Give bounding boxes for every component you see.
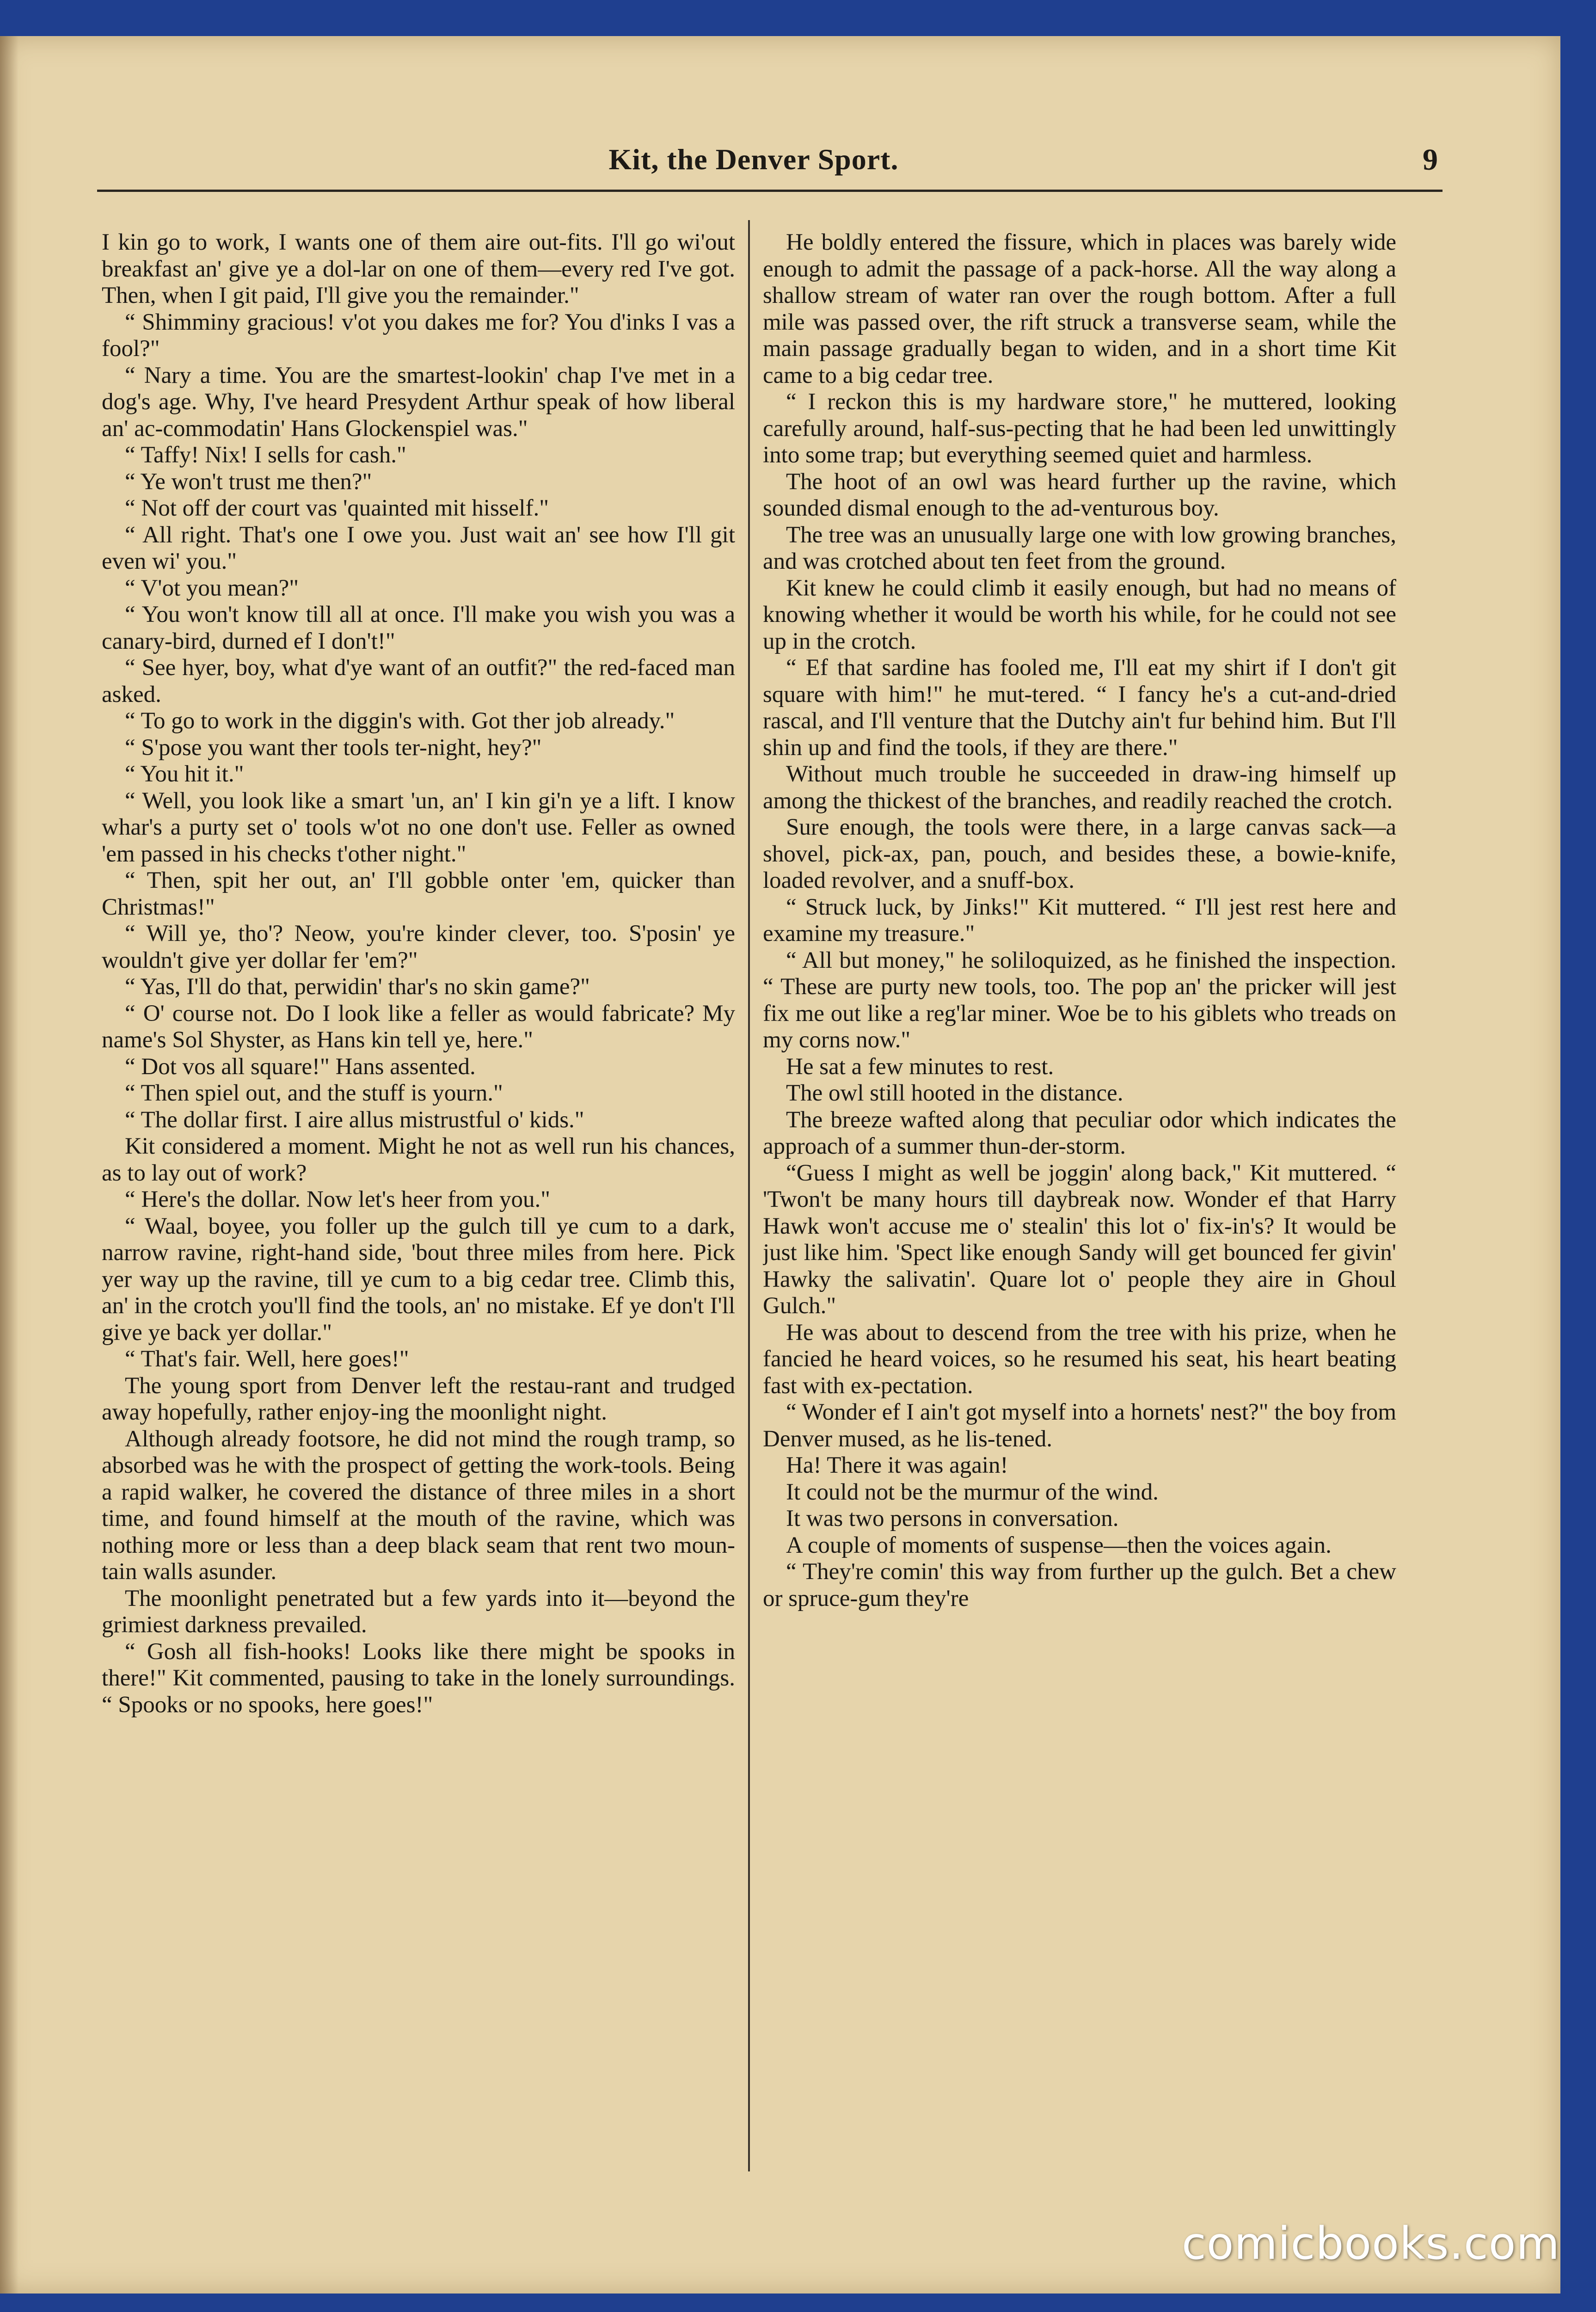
right-column [763, 229, 1396, 2208]
paragraph: Sure enough, the tools were there, in a large canvas sack—a shovel, pick-ax, pan, pouch, and besides these, a bowie-knife, loaded revolver, and a snuff-box. [763, 814, 1396, 893]
paragraph: “ S'pose you want ther tools ter-night, hey?" [125, 734, 542, 761]
paragraph: “ Struck luck, by Jinks!" Kit muttered. “ I'll jest rest here and examine my treasure." [763, 894, 1396, 947]
paragraph: “ I reckon this is my hardware store," he muttered, looking carefully around, half-sus-pecting that he had been led unwittingly into some trap; but everything seemed quiet and harmless. [763, 389, 1396, 468]
left-column [102, 229, 735, 2208]
running-header [97, 105, 1438, 177]
paragraph: “ See hyer, boy, what d'ye want of an outfit?" the red-faced man asked. [102, 655, 735, 707]
paragraph: I kin go to work, I wants one of them aire out-fits. I'll go wi'out breakfast an' give ye a dol-lar on one of them—every red I've got. Then, when I git paid, I'll give you the remainder." [102, 229, 735, 308]
paragraph: “ Gosh all fish-hooks! Looks like there might be spooks in there!" Kit commented, pausing to take in the lonely surroundings. “ Spooks or no spooks, here goes!" [102, 1638, 735, 1718]
paragraph: Kit considered a moment. Might he not as well run his chances, as to lay out of work? [102, 1133, 735, 1186]
paragraph: “ Then, spit her out, an' I'll gobble onter 'em, quicker than Christmas!" [102, 867, 735, 920]
paragraph: “ Here's the dollar. Now let's heer from you." [125, 1187, 551, 1212]
paragraph: “ The dollar first. I aire allus mistrustful o' kids." [125, 1107, 584, 1133]
paragraph: He sat a few minutes to rest. [786, 1053, 1054, 1080]
paragraph: Kit knew he could climb it easily enough, but had no means of knowing whether it would be worth his while, for he could not see up in the crotch. [763, 575, 1396, 654]
paragraph: “ Waal, boyee, you foller up the gulch till ye cum to a dark, narrow ravine, right-hand side, 'bout three miles from here. Pick yer way up the ravine, till ye cum to a big cedar tree. Climb this, an' in the crotch you'll find the tools, an' no mistake. Ef ye don't I'll give ye back yer dollar." [102, 1213, 735, 1346]
paragraph: “ Taffy! Nix! I sells for cash." [125, 442, 406, 468]
paragraph: The young sport from Denver left the restau-rant and trudged away hopefully, rather enjoy-ing the moonlight night. [102, 1372, 735, 1425]
paragraph: A couple of moments of suspense—then the voices again. [786, 1532, 1332, 1558]
paragraph: “ You hit it." [125, 761, 244, 787]
paragraph: “ Shimminy gracious! v'ot you dakes me for? You d'inks I vas a fool?" [102, 309, 735, 362]
paragraph: Although already footsore, he did not mind the rough tramp, so absorbed was he with the prospect of getting the work-tools. Being a rapid walker, he covered the distance of three miles in a short time, and found himself at the mouth of the ravine, which was nothing more or less than a deep black seam that rent two moun-tain walls asunder. [102, 1426, 735, 1585]
site-watermark: comicbooks.com [1181, 2218, 1560, 2269]
paragraph: “ All right. That's one I owe you. Just wait an' see how I'll git even wi' you." [102, 522, 735, 574]
paragraph: “ Wonder ef I ain't got myself into a hornets' nest?" the boy from Denver mused, as he lis-tened. [763, 1399, 1396, 1452]
paragraph: Without much trouble he succeeded in draw-ing himself up among the thickest of the branches, and readily reached the crotch. [763, 761, 1396, 814]
column-divider [748, 220, 750, 2171]
paragraph: It was two persons in conversation. [786, 1506, 1119, 1531]
paragraph: “ To go to work in the diggin's with. Got ther job already." [125, 708, 675, 734]
paragraph: He was about to descend from the tree with his prize, when he fancied he heard voices, so he resumed his seat, his heart beating fast with ex-pectation. [763, 1319, 1396, 1399]
paragraph: “ V'ot you mean?" [125, 575, 299, 601]
paragraph: “ Will ye, tho'? Neow, you're kinder clever, too. S'posin' ye wouldn't give yer dollar fer 'em?" [102, 921, 735, 973]
paragraph: The moonlight penetrated but a few yards into it—beyond the grimiest darkness prevailed. [102, 1585, 735, 1638]
paragraph: “ O' course not. Do I look like a feller as would fabricate? My name's Sol Shyster, as Hans kin tell ye, here." [102, 1000, 735, 1053]
paragraph: “ That's fair. Well, here goes!" [125, 1346, 409, 1372]
paragraph: The owl still hooted in the distance. [786, 1080, 1123, 1106]
paragraph: “Guess I might as well be joggin' along back," Kit muttered. “ 'Twon't be many hours till daybreak now. Wonder ef that Harry Hawk won't accuse me o' stealin' this lot o' fix-in's? It would be just like him. 'Spect like enough Sandy will get bounced fer givin' Hawky the salivatin'. Quare lot o' people they aire in Ghoul Gulch." [763, 1160, 1396, 1319]
paragraph: “ Not off der court vas 'quainted mit hisself." [125, 495, 549, 521]
paragraph: “ Well, you look like a smart 'un, an' I kin gi'n ye a lift. I know whar's a purty set o' tools w'ot no one don't use. Feller as owned 'em passed in his checks t'other night." [102, 787, 735, 867]
magazine-page [0, 36, 1560, 2294]
paragraph: “ Yas, I'll do that, perwidin' thar's no skin game?" [125, 974, 590, 1000]
paragraph: “ You won't know till all at once. I'll make you wish you was a canary-bird, durned ef I don't!" [102, 602, 735, 654]
paragraph: “ They're comin' this way from further up the gulch. Bet a chew or spruce-gum they're [763, 1559, 1396, 1611]
page-title: Kit, the Denver Sport. [608, 143, 899, 176]
paragraph: It could not be the murmur of the wind. [786, 1479, 1159, 1505]
paragraph: “ Nary a time. You are the smartest-lookin' chap I've met in a dog's age. Why, I've heard Presydent Arthur speak of how liberal an' ac-commodatin' Hans Glockenspiel was." [102, 362, 735, 442]
paragraph: “ Then spiel out, and the stuff is yourn." [125, 1080, 503, 1106]
paragraph: “ Ef that sardine has fooled me, I'll eat my shirt if I don't git square with him!" he mut-tered. “ I fancy he's a cut-and-dried rascal, and I'll venture that the Dutchy ain't fur behind him. But I'll shin up and find the tools, if they are there." [763, 655, 1396, 761]
paragraph: “ Dot vos all square!" Hans assented. [125, 1053, 476, 1080]
paragraph: “ Ye won't trust me then?" [125, 468, 372, 495]
paragraph: The hoot of an owl was heard further up the ravine, which sounded dismal enough to the ad-venturous boy. [763, 468, 1396, 521]
paragraph: “ All but money," he soliloquized, as he finished the inspection. “ These are purty new tools, too. The pop an' the pricker will jest fix me out like a reg'lar miner. Woe be to his giblets who treads on my corns now." [763, 947, 1396, 1053]
paragraph: The tree was an unusually large one with low growing branches, and was crotched about ten feet from the ground. [763, 522, 1396, 574]
paragraph: Ha! There it was again! [786, 1452, 1008, 1478]
binding-shadow [0, 36, 18, 2294]
paragraph: The breeze wafted along that peculiar odor which indicates the approach of a summer thun-der-storm. [763, 1107, 1396, 1159]
page-number: 9 [1423, 143, 1438, 177]
paragraph: He boldly entered the fissure, which in places was barely wide enough to admit the passage of a pack-horse. All the way along a shallow stream of water ran over the rough bottom. After a full mile was passed over, the rift struck a transverse seam, while the main passage gradually began to widen, and in a short time Kit came to a big cedar tree. [763, 229, 1396, 388]
header-rule [97, 190, 1443, 192]
